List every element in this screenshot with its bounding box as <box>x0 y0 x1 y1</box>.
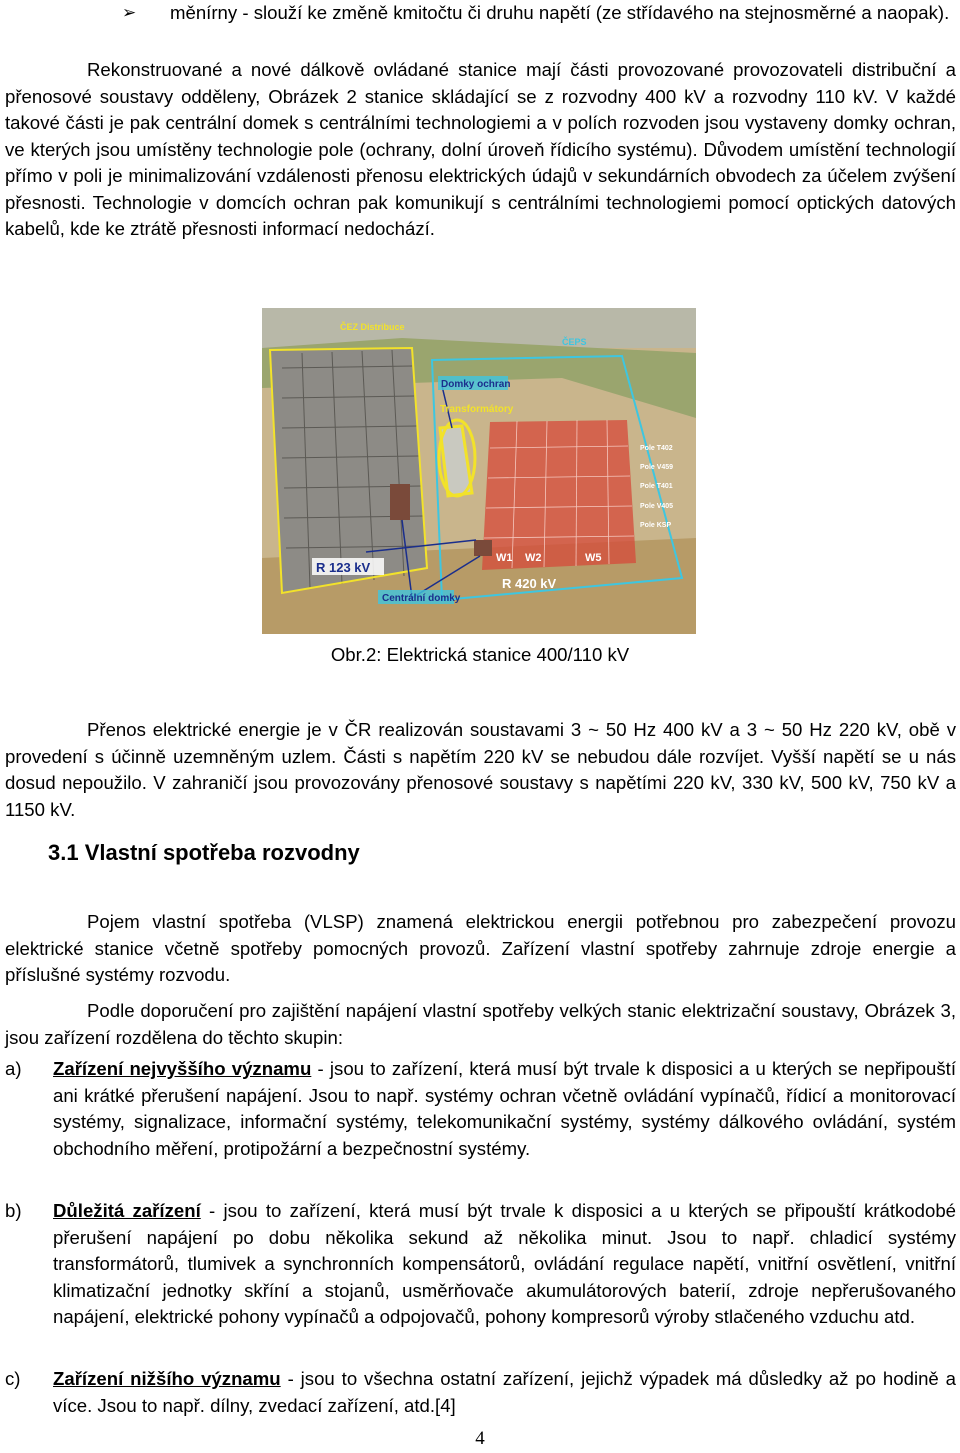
list-marker: b) <box>5 1200 22 1221</box>
label-centralni-domky: Centrální domky <box>382 593 461 604</box>
label-pole-v405: Pole V405 <box>640 503 674 510</box>
intro-bullet <box>122 0 956 27</box>
section-heading: 3.1 Vlastní spotřeba rozvodny <box>48 840 360 865</box>
label-w1: W1 <box>496 552 513 564</box>
substation-aerial-photo <box>262 308 696 634</box>
list-term: Zařízení nejvyššího významu <box>53 1058 312 1079</box>
arrow-bullet-icon: ➢ <box>122 3 137 23</box>
list-marker: c) <box>5 1368 21 1389</box>
label-pole-v459: Pole V459 <box>640 464 674 471</box>
label-w5: W5 <box>585 552 602 564</box>
list-item-c <box>5 1366 956 1419</box>
list-text: - jsou to zařízení, která musí být trvale k disposici a u kterých se připouští krátkodobé přerušení napájení po dobu několika sekund až několika minut. Jsou to např. chladicí systémy transformátorů, tlumivek a synchronních kompensátorů, ovládání regulace napětí, vnitřní osvětlení, vnitřní klimatizační jednotky skříní a stojanů, usměrňovače akumulátorových baterií, zdroje nepřerušovaného napájení, elektrické pohony vypínačů a odpojovačů, pohony kompresorů výroby stlačeného vzduchu atd. <box>53 1200 956 1327</box>
label-r123: R 123 kV <box>316 560 371 575</box>
paragraph-vlsp-definition: Pojem vlastní spotřeba (VLSP) znamená elektrickou energii potřebnou pro zabezpečení provozu elektrické stanice včetně spotřeby pomocných provozů. Zařízení vlastní spotřeby zahrnuje zdroje energie a příslušné systémy rozvodu. <box>5 911 956 985</box>
label-domky-ochran: Domky ochran <box>441 379 511 390</box>
page-number: 4 <box>475 1428 485 1449</box>
paragraph-groups-intro: Podle doporučení pro zajištění napájení vlastní spotřeby velkých stanic elektrizační soustavy, Obrázek 3, jsou zařízení rozdělena do těchto skupin: <box>5 1000 956 1048</box>
list-term: Důležitá zařízení <box>53 1200 201 1221</box>
list-text: - jsou to všechna ostatní zařízení, jejichž výpadek má důsledky až po hodině a více. Jsou to např. dílny, zvedací zařízení, atd.[4] <box>53 1368 956 1416</box>
label-pole-ksp: Pole KSP <box>640 522 672 529</box>
label-cez: ČEZ Distribuce <box>340 322 405 332</box>
central-house-right <box>474 540 492 556</box>
list-text: - jsou to zařízení, která musí být trvale k disposici a u kterých se nepřipouští ani krátké přerušení napájení. Jsou to např. systémy ochran včetně ovládání vypínačů, řídicí a monitorovací systémy, signalizace, informační systémy, telekomunikační systémy, systémy dálkového ovládání, systém obchodního měření, protipožární a bezpečnostní systémy. <box>53 1058 957 1159</box>
list-body <box>53 1366 956 1419</box>
list-body <box>53 1198 956 1331</box>
central-house-left <box>390 484 410 520</box>
figure-caption: Obr.2: Elektrická stanice 400/110 kV <box>330 644 630 665</box>
paragraph-transmission-systems: Přenos elektrické energie je v ČR realizován soustavami 3 ~ 50 Hz 400 kV a 3 ~ 50 Hz 220 kV, obě v provedení s účinně uzemněným uzlem. Části s napětím 220 kV se nebudou dále rozvíjet. Vyšší napětí se u nás dosud nepoužilo. V zahraničí jsou provozovány přenosové soustavy s napětími 220 kV, 330 kV, 500 kV, 750 kV a 1150 kV. <box>5 719 956 820</box>
intro-bullet-text: měnírny - slouží ke změně kmitočtu či druhu napětí (ze střídavého na stejnosměrné a naopak). <box>170 2 950 23</box>
paragraph-substation-parts: Rekonstruované a nové dálkově ovládané stanice mají části provozované provozovateli distribuční a přenosové soustavy odděleny, Obrázek 2 stanice skládající se z rozvodny 400 kV a rozvodny 110 kV. V každé takové části je pak centrální domek s centrálními technologiemi a v polích rozvoden jsou vystaveny domky ochran, ve kterých jsou umístěny technologie pole (ochrany, dolní úroveň řídicího systému). Důvodem umístění technologií přímo v poli je minimalizování vzdálenosti přenosu elektrických údajů v sekundárních obvodech za účelem zvýšení přesnosti. Technologie v domcích ochran pak komunikují s centrálními technologiemi pomocí optických datových kabelů, kde ke ztrátě přesnosti informací nedochází. <box>5 59 956 239</box>
label-pole-t401: Pole T401 <box>640 483 673 490</box>
label-ceps: ČEPS <box>562 337 587 347</box>
label-pole-t402: Pole T402 <box>640 445 673 452</box>
list-body <box>53 1056 956 1162</box>
switchyard-420kv-red <box>482 420 636 570</box>
list-item-a <box>5 1056 956 1162</box>
list-term: Zařízení nižšího významu <box>53 1368 281 1389</box>
label-w2: W2 <box>525 552 542 564</box>
list-marker: a) <box>5 1058 22 1079</box>
substation-illustration <box>262 308 696 634</box>
label-r420: R 420 kV <box>502 576 557 591</box>
label-transformatory: Transformátory <box>440 404 514 415</box>
list-item-b <box>5 1198 956 1331</box>
